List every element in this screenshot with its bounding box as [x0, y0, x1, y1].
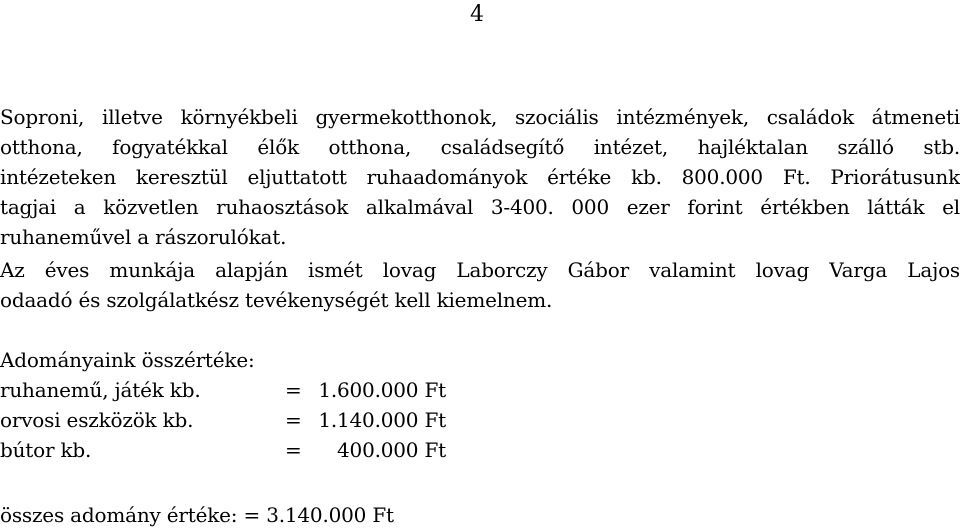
paragraph-line: ruhaneművel a rászorulókat. — [0, 225, 287, 249]
summary-item-name: bútor kb. — [0, 438, 92, 462]
paragraph-line: odaadó és szolgálatkész tevékenységét kell kiemelnem. — [0, 288, 553, 312]
paragraph-line: otthona, fogyatékkal élők otthona, családsegítő intézet, hajléktalan szálló stb. — [0, 135, 960, 159]
summary-row — [0, 435, 446, 465]
paragraph-line: Soproni, illetve környékbeli gyermekotthonok, szociális intézmények, családok átmeneti — [0, 105, 960, 129]
summary-item-name: orvosi eszközök kb. — [0, 408, 194, 432]
summary-item-amount: 1.600.000 Ft — [318, 378, 446, 402]
summary-item-name: ruhanemű, játék kb. — [0, 378, 201, 402]
summary-item-equals: = — [285, 408, 302, 432]
summary-row — [0, 405, 446, 435]
paragraph-line: intézeteken keresztül eljuttatott ruhaadományok értéke kb. 800.000 Ft. Priorátusunk — [0, 165, 960, 189]
summary-item-amount: 400.000 Ft — [337, 438, 446, 462]
total-donation: összes adomány értéke: = 3.140.000 Ft — [0, 503, 394, 527]
paragraph-acknowledgement — [0, 255, 960, 315]
paragraph-line: tagjai a közvetlen ruhaosztások alkalmával 3-400. 000 ezer forint értékben látták el — [0, 195, 960, 219]
summary-row — [0, 375, 446, 405]
paragraph-line: Az éves munkája alapján ismét lovag Laborczy Gábor valamint lovag Varga Lajos — [0, 258, 960, 282]
paragraph-donations — [0, 102, 960, 252]
donation-summary — [0, 345, 446, 465]
page-number: 4 — [470, 2, 484, 27]
summary-heading: Adományaink összértéke: — [0, 348, 255, 372]
summary-item-equals: = — [285, 438, 302, 462]
summary-item-equals: = — [285, 378, 302, 402]
summary-item-amount: 1.140.000 Ft — [318, 408, 446, 432]
